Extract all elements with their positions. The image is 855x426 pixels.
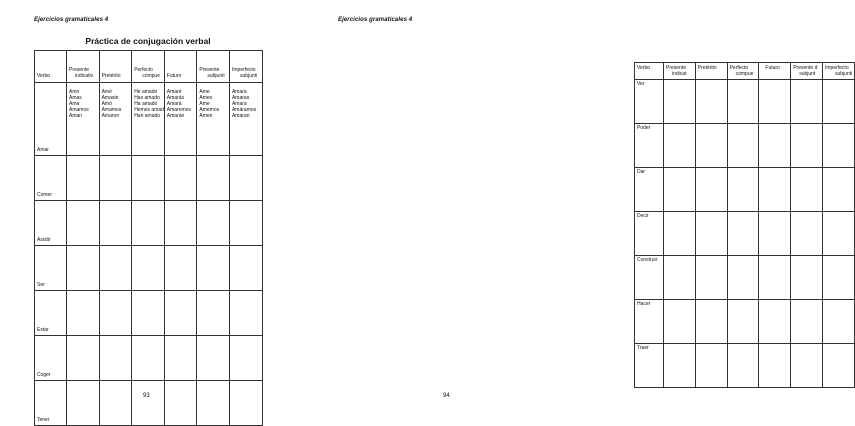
answer-cell[interactable] — [197, 246, 230, 291]
answer-cell[interactable] — [759, 168, 791, 212]
answer-cell[interactable] — [695, 300, 727, 344]
answer-cell[interactable] — [67, 156, 100, 201]
right-page — [300, 0, 853, 424]
column-header-verbo: Verbo — [35, 51, 67, 83]
answer-cell[interactable] — [229, 156, 262, 201]
page-header: Ejercicios gramaticales 4 — [34, 17, 109, 23]
table-row — [635, 212, 855, 256]
answer-cell[interactable] — [822, 80, 854, 124]
answer-cell[interactable] — [822, 124, 854, 168]
table-row — [35, 156, 263, 201]
answer-cell[interactable] — [759, 212, 791, 256]
answer-cell[interactable] — [791, 168, 823, 212]
answer-cell[interactable] — [759, 344, 791, 388]
answer-cell[interactable] — [164, 336, 197, 381]
answer-cell[interactable] — [664, 168, 696, 212]
answer-cell[interactable] — [695, 124, 727, 168]
answer-cell[interactable] — [132, 156, 165, 201]
verb-cell: Poder — [635, 124, 664, 168]
answer-cell[interactable] — [197, 336, 230, 381]
answer-cell[interactable] — [695, 168, 727, 212]
table-row — [635, 80, 855, 124]
answer-cell[interactable] — [695, 344, 727, 388]
conjugation-cell: Amaré Amarás Amará Amaremos Amarán — [164, 83, 197, 156]
verb-cell: Tener — [35, 381, 67, 426]
column-header-perfecto-compuesto: Perfecto compue — [727, 63, 759, 80]
conjugation-cell: Amara Amaras Amara Amáramos Amaran — [229, 83, 262, 156]
column-header-imperfecto-subjuntivo: Imperfecto subjunti — [229, 51, 262, 83]
page-number: 93 — [143, 393, 150, 399]
answer-cell[interactable] — [164, 201, 197, 246]
verb-cell: Estar — [35, 291, 67, 336]
answer-cell[interactable] — [664, 256, 696, 300]
column-header-perfecto-compuesto: Perfecto compue — [132, 51, 165, 83]
table-row — [635, 344, 855, 388]
answer-cell[interactable] — [822, 212, 854, 256]
answer-cell[interactable] — [695, 212, 727, 256]
left-page — [0, 0, 300, 424]
answer-cell[interactable] — [229, 246, 262, 291]
answer-cell[interactable] — [99, 291, 132, 336]
answer-cell[interactable] — [229, 336, 262, 381]
answer-cell[interactable] — [664, 212, 696, 256]
answer-cell[interactable] — [822, 344, 854, 388]
table-row — [35, 336, 263, 381]
table-row — [35, 381, 263, 426]
answer-cell[interactable] — [664, 124, 696, 168]
page-number: 94 — [443, 393, 450, 399]
answer-cell[interactable] — [67, 246, 100, 291]
verb-cell: Asistir — [35, 201, 67, 246]
table-row — [35, 291, 263, 336]
conjugation-cell: Ame Ames Ame Amemos Amen — [197, 83, 230, 156]
answer-cell[interactable] — [99, 381, 132, 426]
table-row — [635, 256, 855, 300]
answer-cell[interactable] — [664, 300, 696, 344]
table-header-row — [35, 51, 263, 83]
column-header-presente-indicativo: Presente indicativ — [67, 51, 100, 83]
answer-cell[interactable] — [67, 336, 100, 381]
verb-cell: Coger — [35, 336, 67, 381]
answer-cell[interactable] — [132, 201, 165, 246]
answer-cell[interactable] — [727, 300, 759, 344]
verb-cell: Amar — [35, 83, 67, 156]
answer-cell[interactable] — [727, 256, 759, 300]
table-row — [635, 300, 855, 344]
conjugation-cell: He amado Has amado Ha amado Hemos amad Han amado — [132, 83, 165, 156]
answer-cell[interactable] — [791, 256, 823, 300]
answer-cell[interactable] — [759, 256, 791, 300]
answer-cell[interactable] — [67, 381, 100, 426]
answer-cell[interactable] — [727, 124, 759, 168]
verb-cell: Ser — [35, 246, 67, 291]
answer-cell[interactable] — [132, 336, 165, 381]
answer-cell[interactable] — [99, 246, 132, 291]
answer-cell[interactable] — [164, 156, 197, 201]
column-header-imperfecto-subjuntivo: Imperfecto subjunti — [822, 63, 854, 80]
table-row — [35, 201, 263, 246]
answer-cell[interactable] — [67, 201, 100, 246]
verb-cell: Traer — [635, 344, 664, 388]
answer-cell[interactable] — [197, 201, 230, 246]
conjugation-cell: Amo Amas Ama Amamos Aman — [67, 83, 100, 156]
column-header-presente-subjuntivo: Presente d subjunt — [791, 63, 823, 80]
answer-cell[interactable] — [132, 381, 165, 426]
answer-cell[interactable] — [791, 344, 823, 388]
answer-cell[interactable] — [791, 124, 823, 168]
answer-cell[interactable] — [664, 344, 696, 388]
answer-cell[interactable] — [727, 344, 759, 388]
answer-cell[interactable] — [164, 381, 197, 426]
conjugation-table — [34, 50, 263, 426]
answer-cell[interactable] — [822, 168, 854, 212]
table-header-row — [635, 63, 855, 80]
answer-cell[interactable] — [99, 156, 132, 201]
column-header-futuro: Futuro — [164, 51, 197, 83]
answer-cell[interactable] — [99, 336, 132, 381]
answer-cell[interactable] — [197, 291, 230, 336]
answer-cell[interactable] — [791, 300, 823, 344]
column-header-presente-indicativo: Presente indicat — [664, 63, 696, 80]
answer-cell[interactable] — [664, 80, 696, 124]
verb-cell: Dar — [635, 168, 664, 212]
column-header-preterito: Pretérito — [99, 51, 132, 83]
answer-cell[interactable] — [695, 256, 727, 300]
column-header-verbo: Verbo — [635, 63, 664, 80]
table-row — [635, 124, 855, 168]
answer-cell[interactable] — [197, 381, 230, 426]
answer-cell[interactable] — [759, 124, 791, 168]
verb-cell: Decir — [635, 212, 664, 256]
column-header-preterito: Pretérito — [695, 63, 727, 80]
answer-cell[interactable] — [759, 300, 791, 344]
answer-cell[interactable] — [229, 291, 262, 336]
column-header-presente-subjuntivo: Presente subjunti — [197, 51, 230, 83]
answer-cell[interactable] — [164, 246, 197, 291]
verb-cell: Construir — [635, 256, 664, 300]
answer-cell[interactable] — [791, 212, 823, 256]
verb-cell: Ver — [635, 80, 664, 124]
answer-cell[interactable] — [229, 381, 262, 426]
answer-cell[interactable] — [164, 291, 197, 336]
answer-cell[interactable] — [727, 212, 759, 256]
answer-cell[interactable] — [67, 291, 100, 336]
answer-cell[interactable] — [99, 201, 132, 246]
conjugation-table — [634, 62, 855, 388]
page-header: Ejercicios gramaticales 4 — [338, 17, 413, 23]
conjugation-cell: Amé Amaste Amó Amamos Amaron — [99, 83, 132, 156]
page-title: Práctica de conjugación verbal — [85, 36, 211, 46]
answer-cell[interactable] — [727, 80, 759, 124]
answer-cell[interactable] — [822, 256, 854, 300]
table-row — [35, 246, 263, 291]
answer-cell[interactable] — [822, 300, 854, 344]
answer-cell[interactable] — [695, 80, 727, 124]
answer-cell[interactable] — [132, 291, 165, 336]
answer-cell[interactable] — [791, 80, 823, 124]
answer-cell[interactable] — [197, 156, 230, 201]
table-row — [635, 168, 855, 212]
verb-cell: Comer — [35, 156, 67, 201]
table-row — [35, 83, 263, 156]
answer-cell[interactable] — [759, 80, 791, 124]
answer-cell[interactable] — [132, 246, 165, 291]
answer-cell[interactable] — [229, 201, 262, 246]
answer-cell[interactable] — [727, 168, 759, 212]
verb-cell: Hacer — [635, 300, 664, 344]
column-header-futuro: Futuro — [759, 63, 791, 80]
